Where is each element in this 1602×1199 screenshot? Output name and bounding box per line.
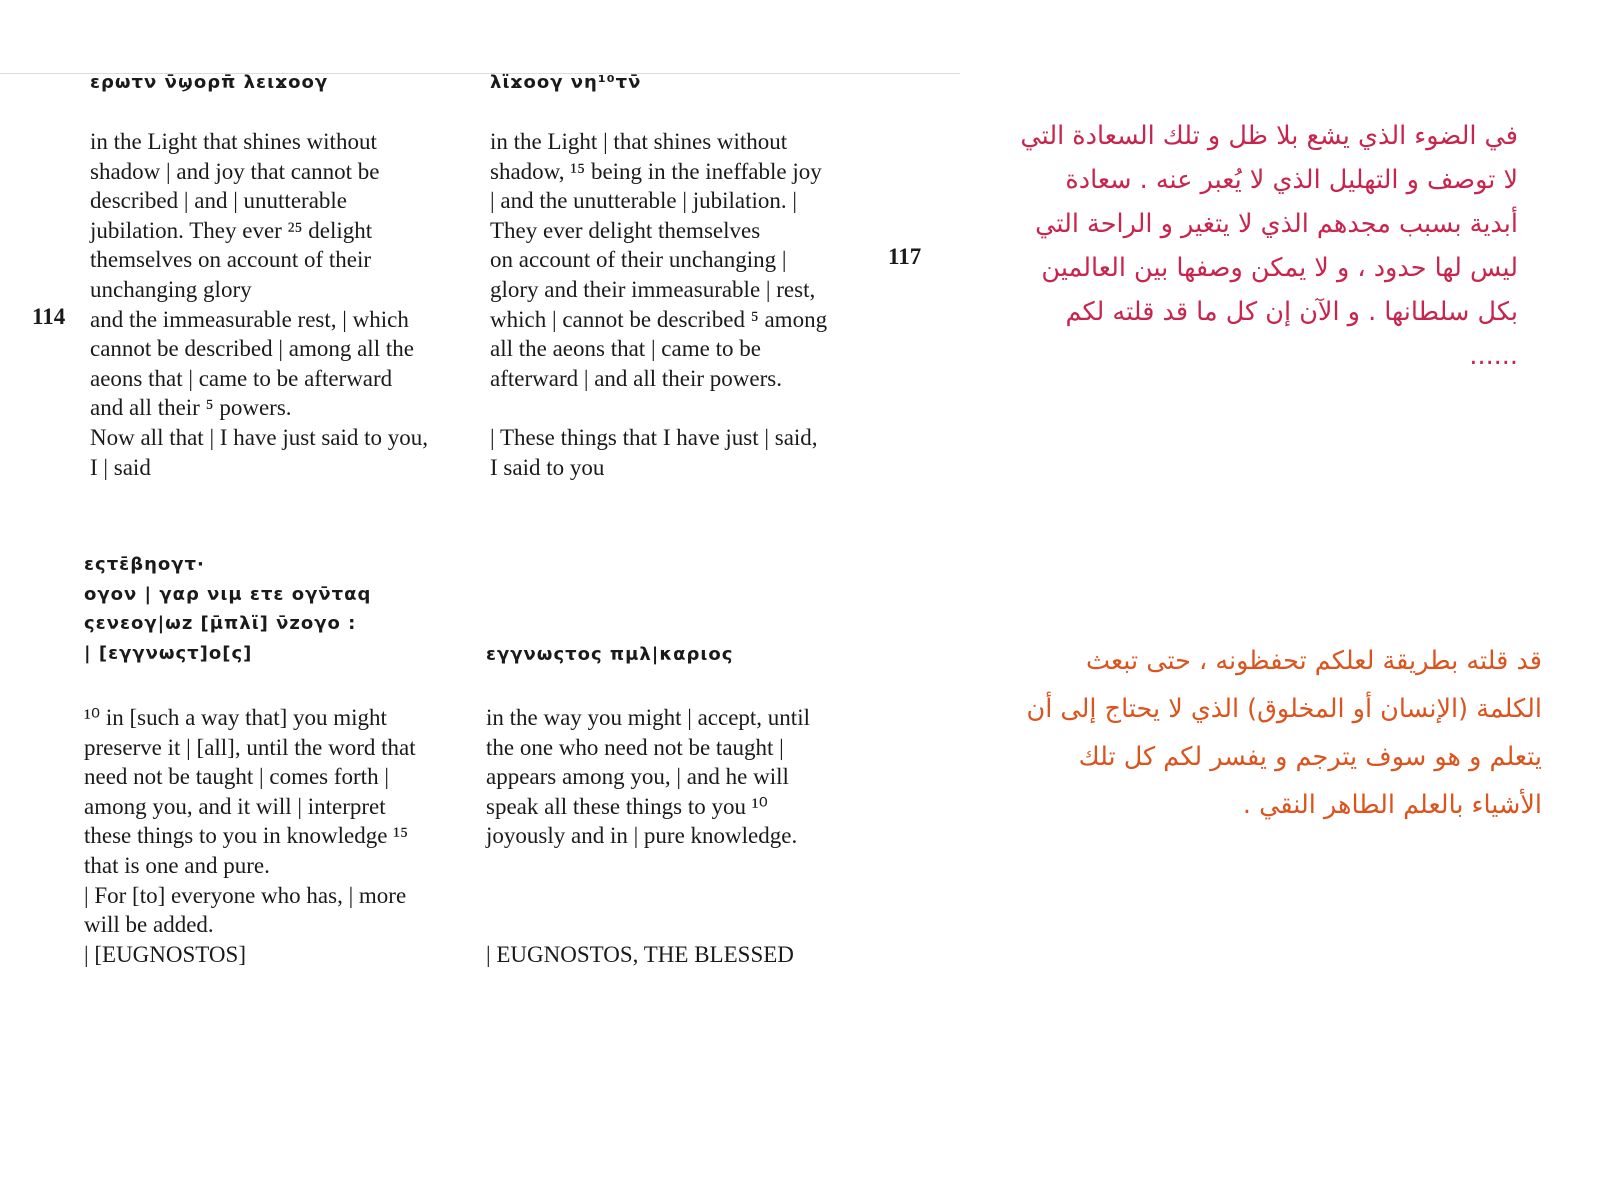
text-line: I said to you <box>490 454 605 480</box>
arabic-line: الأشياء بالعلم الطاهر النقي . <box>1242 790 1542 820</box>
text-line: which | cannot be described ⁵ among <box>490 306 828 332</box>
arabic-line: قد قلته بطريقة لعلكم تحفظونه ، حتى تبعث <box>1085 646 1542 676</box>
arabic-line: في الضوء الذي يشع بلا ظل و تلك السعادة التي <box>1020 121 1518 151</box>
text-line: jubilation. They ever ²⁵ delight <box>90 217 373 243</box>
text-line: | [EUGNOSTOS] <box>84 941 246 967</box>
page-number-114: 114 <box>32 304 66 329</box>
text-line: cannot be described | among all the <box>90 336 414 362</box>
text-line: | For [to] everyone who has, | more <box>84 882 407 908</box>
arabic-line: ليس لها حدود ، و لا يمكن وصفها بين العالمين <box>1041 253 1518 283</box>
text-line: shadow | and joy that cannot be <box>90 158 380 184</box>
text-line: and all their ⁵ powers. <box>90 395 292 421</box>
text-line: glory and their immeasurable | rest, <box>490 276 816 302</box>
coptic-heading-bottom-right: εγγνωςτος πμλ|καριος <box>486 644 734 665</box>
text-line: all the aeons that | came to be <box>490 336 761 362</box>
text-line: need not be taught | comes forth | <box>84 764 389 790</box>
text-line: these things to you in knowledge ¹⁵ <box>84 823 409 849</box>
translation-left-top <box>90 127 428 482</box>
text-line: | EUGNOSTOS, THE BLESSED <box>486 941 794 967</box>
arabic-line: أبدية بسبب مجدهم الذي لا يتغير و الراحة التي <box>1035 209 1518 239</box>
arabic-line: بكل سلطانها . و الآن إن كل ما قد قلته لكم <box>1065 297 1518 327</box>
text-line: | These things that I have just | said, <box>490 424 818 450</box>
coptic-line: | [εγγνωςτ]ο[ς] <box>84 642 253 664</box>
text-line: in the Light | that shines without <box>490 129 788 154</box>
text-line: I | said <box>90 454 151 480</box>
text-line <box>490 393 827 423</box>
text-line: in the Light that shines without <box>90 129 377 154</box>
text-line: aeons that | came to be afterward <box>90 365 393 391</box>
text-line: the one who need not be taught | <box>486 734 784 760</box>
text-line: | and the unutterable | jubilation. | <box>490 188 797 214</box>
text-line: among you, and it will | interpret <box>84 793 386 819</box>
text-line: Now all that | I have just said to you, <box>90 424 429 450</box>
coptic-line: ογον | γαρ νιμ ετε ογν̄ταq <box>84 583 372 605</box>
coptic-heading-left: ερωτν ν̄ϣορπ̄ λειϫοογ <box>90 72 329 93</box>
arabic-translation-2 <box>930 637 1542 829</box>
text-line <box>486 910 810 940</box>
translation-right-top <box>490 127 827 482</box>
arabic-translation-1 <box>950 114 1518 378</box>
text-line: They ever delight themselves <box>490 217 761 243</box>
translation-left-bottom <box>84 703 416 969</box>
coptic-heading-right: λϊϫοογ νη¹⁰τν̄ <box>490 72 642 93</box>
arabic-line: يتعلم و هو سوف يترجم و يفسر لكم كل تلك <box>1078 742 1542 772</box>
text-line: that is one and pure. <box>84 852 270 878</box>
text-line: afterward | and all their powers. <box>490 365 782 391</box>
text-line: speak all these things to you ¹⁰ <box>486 793 768 819</box>
text-line: on account of their unchanging | <box>490 247 787 273</box>
text-line: unchanging glory <box>90 276 252 302</box>
coptic-line: εςτε̄βηογτ· <box>84 554 205 575</box>
text-line: and the immeasurable rest, | which <box>90 306 409 332</box>
arabic-line: لا توصف و التهليل الذي لا يُعبر عنه . سعادة <box>1065 165 1518 195</box>
text-line: described | and | unutterable <box>90 188 347 214</box>
text-line: preserve it | [all], until the word that <box>84 734 416 760</box>
arabic-line: ...... <box>1469 341 1518 371</box>
text-line <box>486 881 810 911</box>
text-line <box>486 851 810 881</box>
text-line: in the way you might | accept, until <box>486 705 810 730</box>
text-line: will be added. <box>84 912 214 938</box>
text-line: shadow, ¹⁵ being in the ineffable joy <box>490 158 822 184</box>
text-line: appears among you, | and he will <box>486 764 789 790</box>
text-line: themselves on account of their <box>90 247 372 273</box>
text-line: joyously and in | pure knowledge. <box>486 823 798 849</box>
coptic-line: ςενεογ|ωz [μ̄πλϊ] ν̄zογο : <box>84 613 357 635</box>
translation-right-bottom <box>486 703 810 969</box>
coptic-block-left <box>84 550 371 668</box>
page-number-117: 117 <box>888 244 922 269</box>
text-line: ¹⁰ in [such a way that] you might <box>84 705 387 730</box>
arabic-line: الكلمة (الإنسان أو المخلوق) الذي لا يحتاج إلى أن <box>1026 694 1542 724</box>
